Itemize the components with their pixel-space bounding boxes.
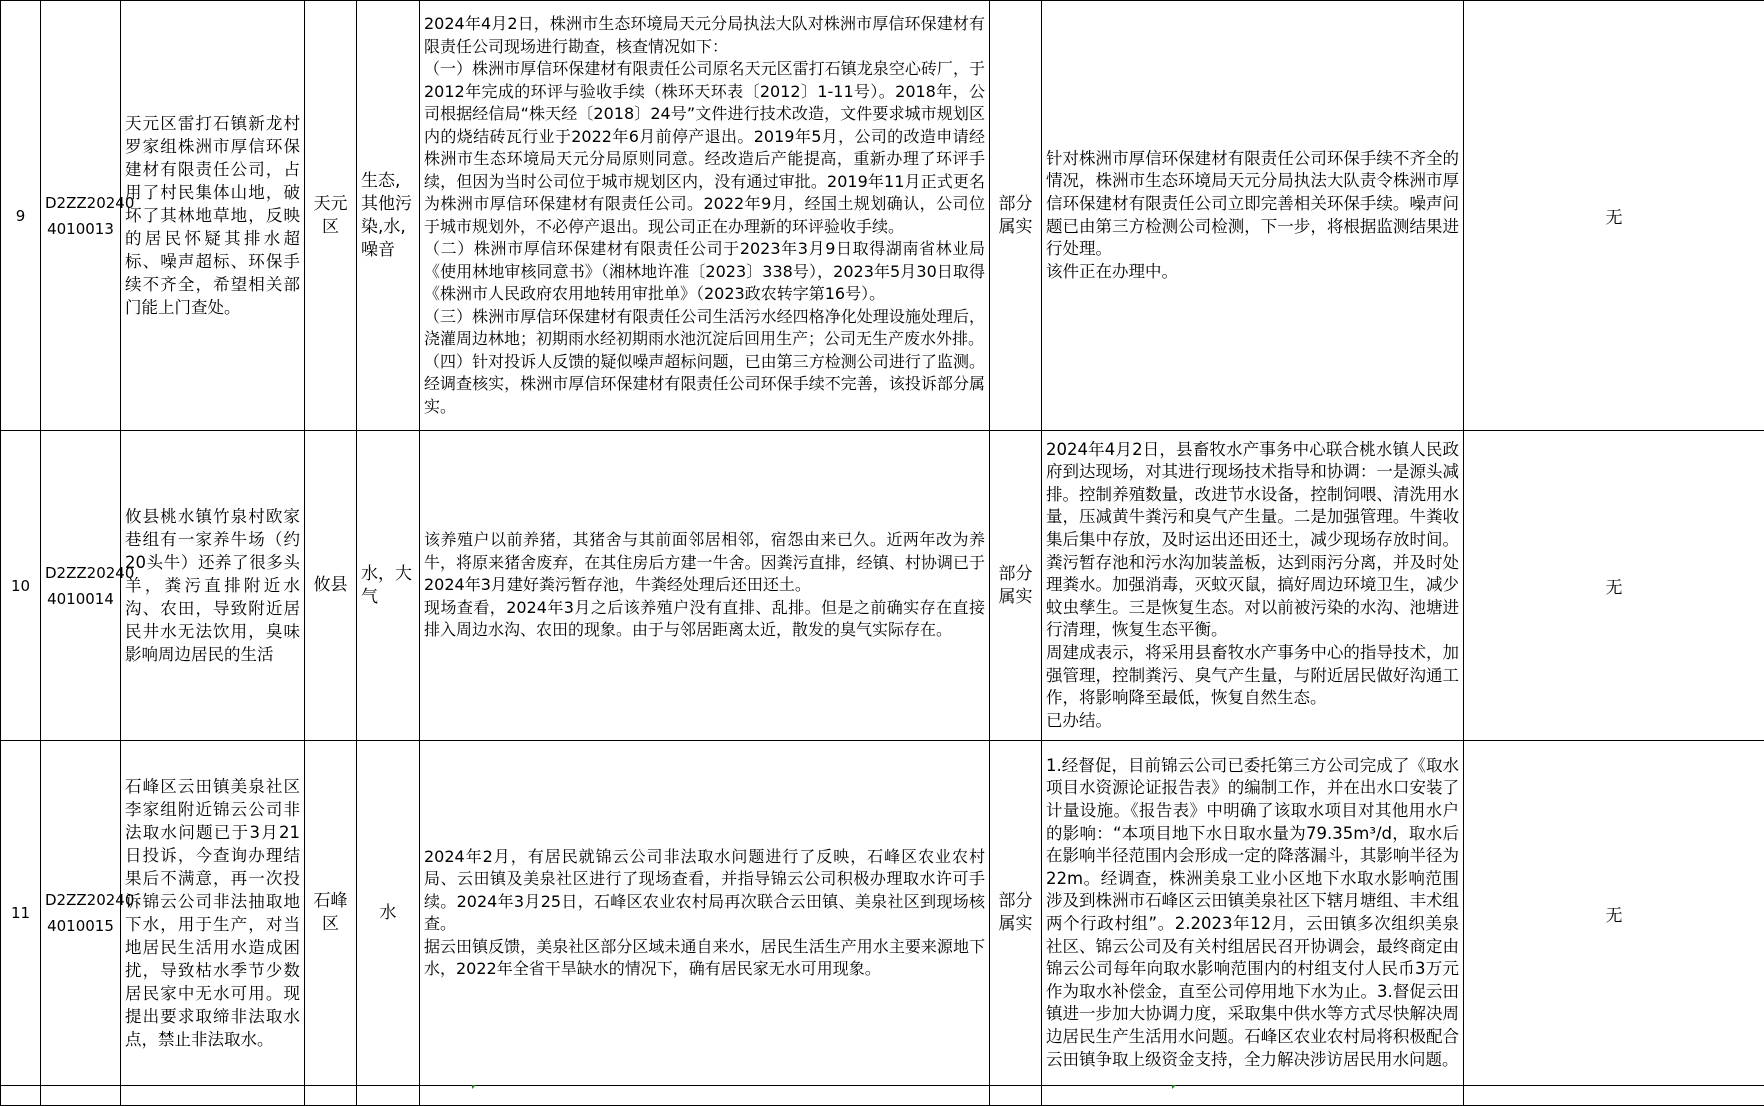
complaint-content-cell: 石峰区云田镇美泉社区李家组附近锦云公司非法取水问题已于3月21日投诉，今查询办理结果后不满意，再一次投诉锦云公司非法抽取地下水，用于生产，对当地居民生活用水造成困扰，导致枯水季节少数居民家中无水可用。现提出要求取缔非法取水点，禁止非法取水。 — [121, 741, 305, 1086]
cell-comment-marker-icon — [1172, 1085, 1176, 1089]
complaint-code-part: 4010014 — [45, 586, 116, 612]
row-index-cell: 11 — [1, 741, 41, 1086]
investigation-paragraph: （四）针对投诉人反馈的疑似噪声超标问题，已由第三方检测公司进行了监测。经调查核实，株洲市厚信环保建材有限责任公司环保手续不完善，该投诉部分属实。 — [424, 351, 985, 419]
complaint-code-part: 4010015 — [45, 913, 116, 939]
complaint-code-cell — [41, 741, 121, 1086]
empty-cell — [990, 1086, 1042, 1106]
empty-cell — [1042, 1086, 1464, 1106]
investigation-cell — [420, 1, 990, 431]
truth-status-cell: 部分属实 — [990, 741, 1042, 1086]
table-row[interactable] — [1, 1, 1764, 431]
complaint-content-cell: 攸县桃水镇竹泉村欧家巷组有一家养牛场（约20头牛）还养了很多头羊，粪污直排附近水沟、农田，导致附近居民井水无法饮用，臭味影响周边居民的生活 — [121, 431, 305, 741]
complaint-code-part: D2ZZ20240 — [45, 560, 116, 586]
investigation-paragraph: （二）株洲市厚信环保建材有限责任公司于2023年3月9日取得湖南省林业局《使用林地审核同意书》（湘林地许准〔2023〕338号），2023年5月30日取得《株洲市人民政府农用地转用审批单》（2023政农转字第16号）。 — [424, 238, 985, 306]
truth-status-cell: 部分属实 — [990, 1, 1042, 431]
accountability-cell: 无 — [1464, 431, 1764, 741]
empty-cell — [41, 1086, 121, 1106]
table-row[interactable] — [1, 741, 1764, 1086]
district-cell: 天元区 — [305, 1, 357, 431]
complaint-code-part: D2ZZ20240 — [45, 887, 116, 913]
processing-cell — [1042, 1, 1464, 431]
row-index-cell: 10 — [1, 431, 41, 741]
empty-cell — [1464, 1086, 1764, 1106]
empty-cell — [305, 1086, 357, 1106]
empty-cell — [1, 1086, 41, 1106]
investigation-paragraph: 2024年2月，有居民就锦云公司非法取水问题进行了反映，石峰区农业农村局、云田镇及美泉社区进行了现场查看，并指导锦云公司积极办理取水许可手续。2024年3月25日，石峰区农业农村局再次联合云田镇、美泉社区到现场核查。 — [424, 846, 985, 936]
investigation-paragraph: （一）株洲市厚信环保建材有限责任公司原名天元区雷打石镇龙泉空心砖厂，于2012年完成的环评与验收手续（株环天环表〔2012〕1-11号）。2018年，公司根据经信局“株天经〔2018〕24号”文件进行技术改造，文件要求城市规划区内的烧结砖瓦行业于2022年6月前停产退出。2019年5月，公司的改造申请经株洲市生态环境局天元分局原则同意。经改造后产能提高，重新办理了环评手续，但因为当时公司位于城市规划区内，没有通过审批。2019年11月正式更名为株洲市厚信环保建材有限责任公司。2022年9月，经国土规划确认，公司位于城市规划外，不必停产退出。现公司正在办理新的环评验收手续。 — [424, 58, 985, 238]
row-index-cell: 9 — [1, 1, 41, 431]
pollution-type-cell: 生态,其他污染,水,噪音 — [357, 1, 420, 431]
investigation-paragraph: 据云田镇反馈，美泉社区部分区域未通自来水，居民生活生产用水主要来源地下水，2022年全省干旱缺水的情况下，确有居民家无水可用现象。 — [424, 936, 985, 981]
accountability-cell: 无 — [1464, 1, 1764, 431]
investigation-cell — [420, 431, 990, 741]
complaint-content-cell: 天元区雷打石镇新龙村罗家组株洲市厚信环保建材有限责任公司，占用了村民集体山地，破坏了其林地草地，反映的居民怀疑其排水超标、噪声超标、环保手续不齐全，希望相关部门能上门查处。 — [121, 1, 305, 431]
empty-cell — [121, 1086, 305, 1106]
complaint-code-part: D2ZZ20240 — [45, 190, 116, 216]
investigation-paragraph: 现场查看，2024年3月之后该养殖户没有直排、乱排。但是之前确实存在直接排入周边水沟、农田的现象。由于与邻居距离太近，散发的臭气实际存在。 — [424, 597, 985, 642]
processing-paragraph: 周建成表示，将采用县畜牧水产事务中心的指导技术，加强管理，控制粪污、臭气产生量，与附近居民做好沟通工作，将影响降至最低，恢复自然生态。 — [1046, 642, 1459, 710]
accountability-cell: 无 — [1464, 741, 1764, 1086]
processing-paragraph: 该件正在办理中。 — [1046, 261, 1459, 284]
processing-paragraph: 1.经督促，目前锦云公司已委托第三方公司完成了《取水项目水资源论证报告表》的编制工作，并在出水口安装了计量设施。《报告表》中明确了该取水项目对其他用水户的影响：“本项目地下水日取水量为79.35m³/d，取水后在影响半径范围内会形成一定的降落漏斗，其影响半径为22m。经调查，株洲美泉工业小区地下水取水影响范围涉及到株洲市石峰区云田镇美泉社区下辖月塘组、丰术组两个行政村组”。2.2023年12月，云田镇多次组织美泉社区、锦云公司及有关村组居民召开协调会，最终商定由锦云公司每年向取水影响范围内的村组支付人民币3万元作为取水补偿金，直至公司停用地下水为止。3.督促云田镇进一步加大协调力度，采取集中供水等方式尽快解决周边居民生产生活用水问题。石峰区农业农村局将积极配合云田镇争取上级资金支持，全力解决涉访居民用水问题。 — [1046, 755, 1459, 1071]
empty-cell — [357, 1086, 420, 1106]
table-row[interactable] — [1, 431, 1764, 741]
investigation-paragraph: （三）株洲市厚信环保建材有限责任公司生活污水经四格净化处理设施处理后，浇灌周边林地；初期雨水经初期雨水池沉淀后回用生产；公司无生产废水外排。 — [424, 306, 985, 351]
investigation-cell — [420, 741, 990, 1086]
processing-cell — [1042, 431, 1464, 741]
processing-paragraph: 2024年4月2日，县畜牧水产事务中心联合桃水镇人民政府到达现场，对其进行现场技术指导和协调：一是源头减排。控制养殖数量，改进节水设备，控制饲喂、清洗用水量，压减黄牛粪污和臭气产生量。二是加强管理。牛粪收集后集中存放，及时运出还田还土，减少现场存放时间。粪污暂存池和污水沟加装盖板，达到雨污分离，并及时处理粪水。加强消毒，灭蚊灭鼠，搞好周边环境卫生，减少蚊虫孳生。三是恢复生态。对以前被污染的水沟、池塘进行清理，恢复生态平衡。 — [1046, 439, 1459, 642]
complaint-code-cell — [41, 431, 121, 741]
investigation-paragraph: 2024年4月2日，株洲市生态环境局天元分局执法大队对株洲市厚信环保建材有限责任公司现场进行勘查，核查情况如下： — [424, 13, 985, 58]
processing-cell — [1042, 741, 1464, 1086]
investigation-paragraph: 该养殖户以前养猪，其猪舍与其前面邻居相邻，宿怨由来已久。近两年改为养牛，将原来猪舍废弃，在其住房后方建一牛舍。因粪污直排，经镇、村协调已于2024年3月建好粪污暂存池，牛粪经处理后还田还土。 — [424, 529, 985, 597]
processing-paragraph: 已办结。 — [1046, 710, 1459, 733]
pollution-type-cell: 水，大气 — [357, 431, 420, 741]
empty-cell — [420, 1086, 990, 1106]
table-row-partial — [1, 1086, 1764, 1106]
complaint-code-cell — [41, 1, 121, 431]
pollution-type-cell: 水 — [357, 741, 420, 1086]
processing-paragraph: 针对株洲市厚信环保建材有限责任公司环保手续不齐全的情况，株洲市生态环境局天元分局执法大队责令株洲市厚信环保建材有限责任公司立即完善相关环保手续。噪声问题已由第三方检测公司检测，下一步，将根据监测结果进行处理。 — [1046, 148, 1459, 261]
complaint-code-part: 4010013 — [45, 216, 116, 242]
district-cell: 攸县 — [305, 431, 357, 741]
truth-status-cell: 部分属实 — [990, 431, 1042, 741]
cell-comment-marker-icon — [472, 1085, 476, 1089]
district-cell: 石峰区 — [305, 741, 357, 1086]
